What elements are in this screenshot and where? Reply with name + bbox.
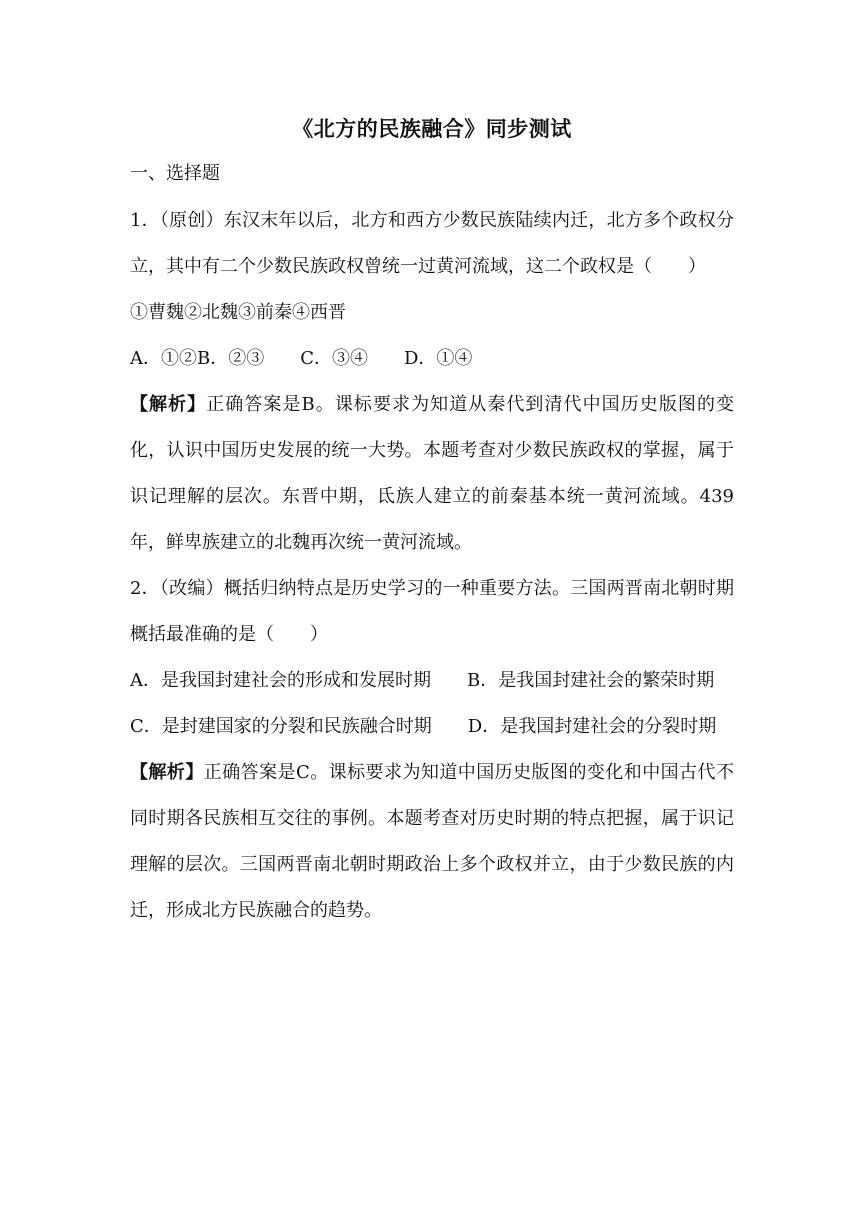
question-1-options: A．①②B．②③ C．③④ D．①④ (130, 348, 473, 369)
document-content (130, 110, 734, 934)
analysis-text: 正确答案是B。课标要求为知道从秦代到清代中国历史版图的变化，认识中国历史发展的统一大势。本题考查对少数民族政权的掌握，属于识记理解的层次。东晋中期，氐族人建立的前秦基本统一黄河流域。439年，鲜卑族建立的北魏再次统一黄河流域。 (130, 394, 734, 553)
analysis-tag: 【解析】 (130, 394, 207, 415)
page-title: 《北方的民族融合》同步测试 (292, 117, 572, 141)
question-2-option-cd: C．是封建国家的分裂和民族融合时期 D．是我国封建社会的分裂时期 (130, 716, 717, 737)
question-2-option-ab: A．是我国封建社会的形成和发展时期 B．是我国封建社会的繁荣时期 (130, 670, 715, 691)
question-1-analysis (130, 382, 734, 566)
analysis-tag: 【解析】 (130, 762, 204, 783)
question-1-items: ①曹魏②北魏③前秦④西晋 (130, 302, 346, 323)
question-1 (130, 198, 734, 566)
question-2 (130, 566, 734, 934)
section-heading: 一、选择题 (130, 163, 220, 184)
analysis-text: 正确答案是C。课标要求为知道中国历史版图的变化和中国古代不同时期各民族相互交往的事例。本题考查对历史时期的特点把握，属于识记理解的层次。三国两晋南北朝时期政治上多个政权并立，由于少数民族的内迁，形成北方民族融合的趋势。 (130, 762, 734, 921)
question-2-analysis (130, 750, 734, 934)
question-1-stem: 1．（原创）东汉末年以后，北方和西方少数民族陆续内迁，北方多个政权分立，其中有二个少数民族政权曾统一过黄河流域，这二个政权是（ ） (130, 210, 734, 277)
question-2-stem: 2．（改编）概括归纳特点是历史学习的一种重要方法。三国两晋南北朝时期概括最准确的是（ ） (130, 578, 734, 645)
